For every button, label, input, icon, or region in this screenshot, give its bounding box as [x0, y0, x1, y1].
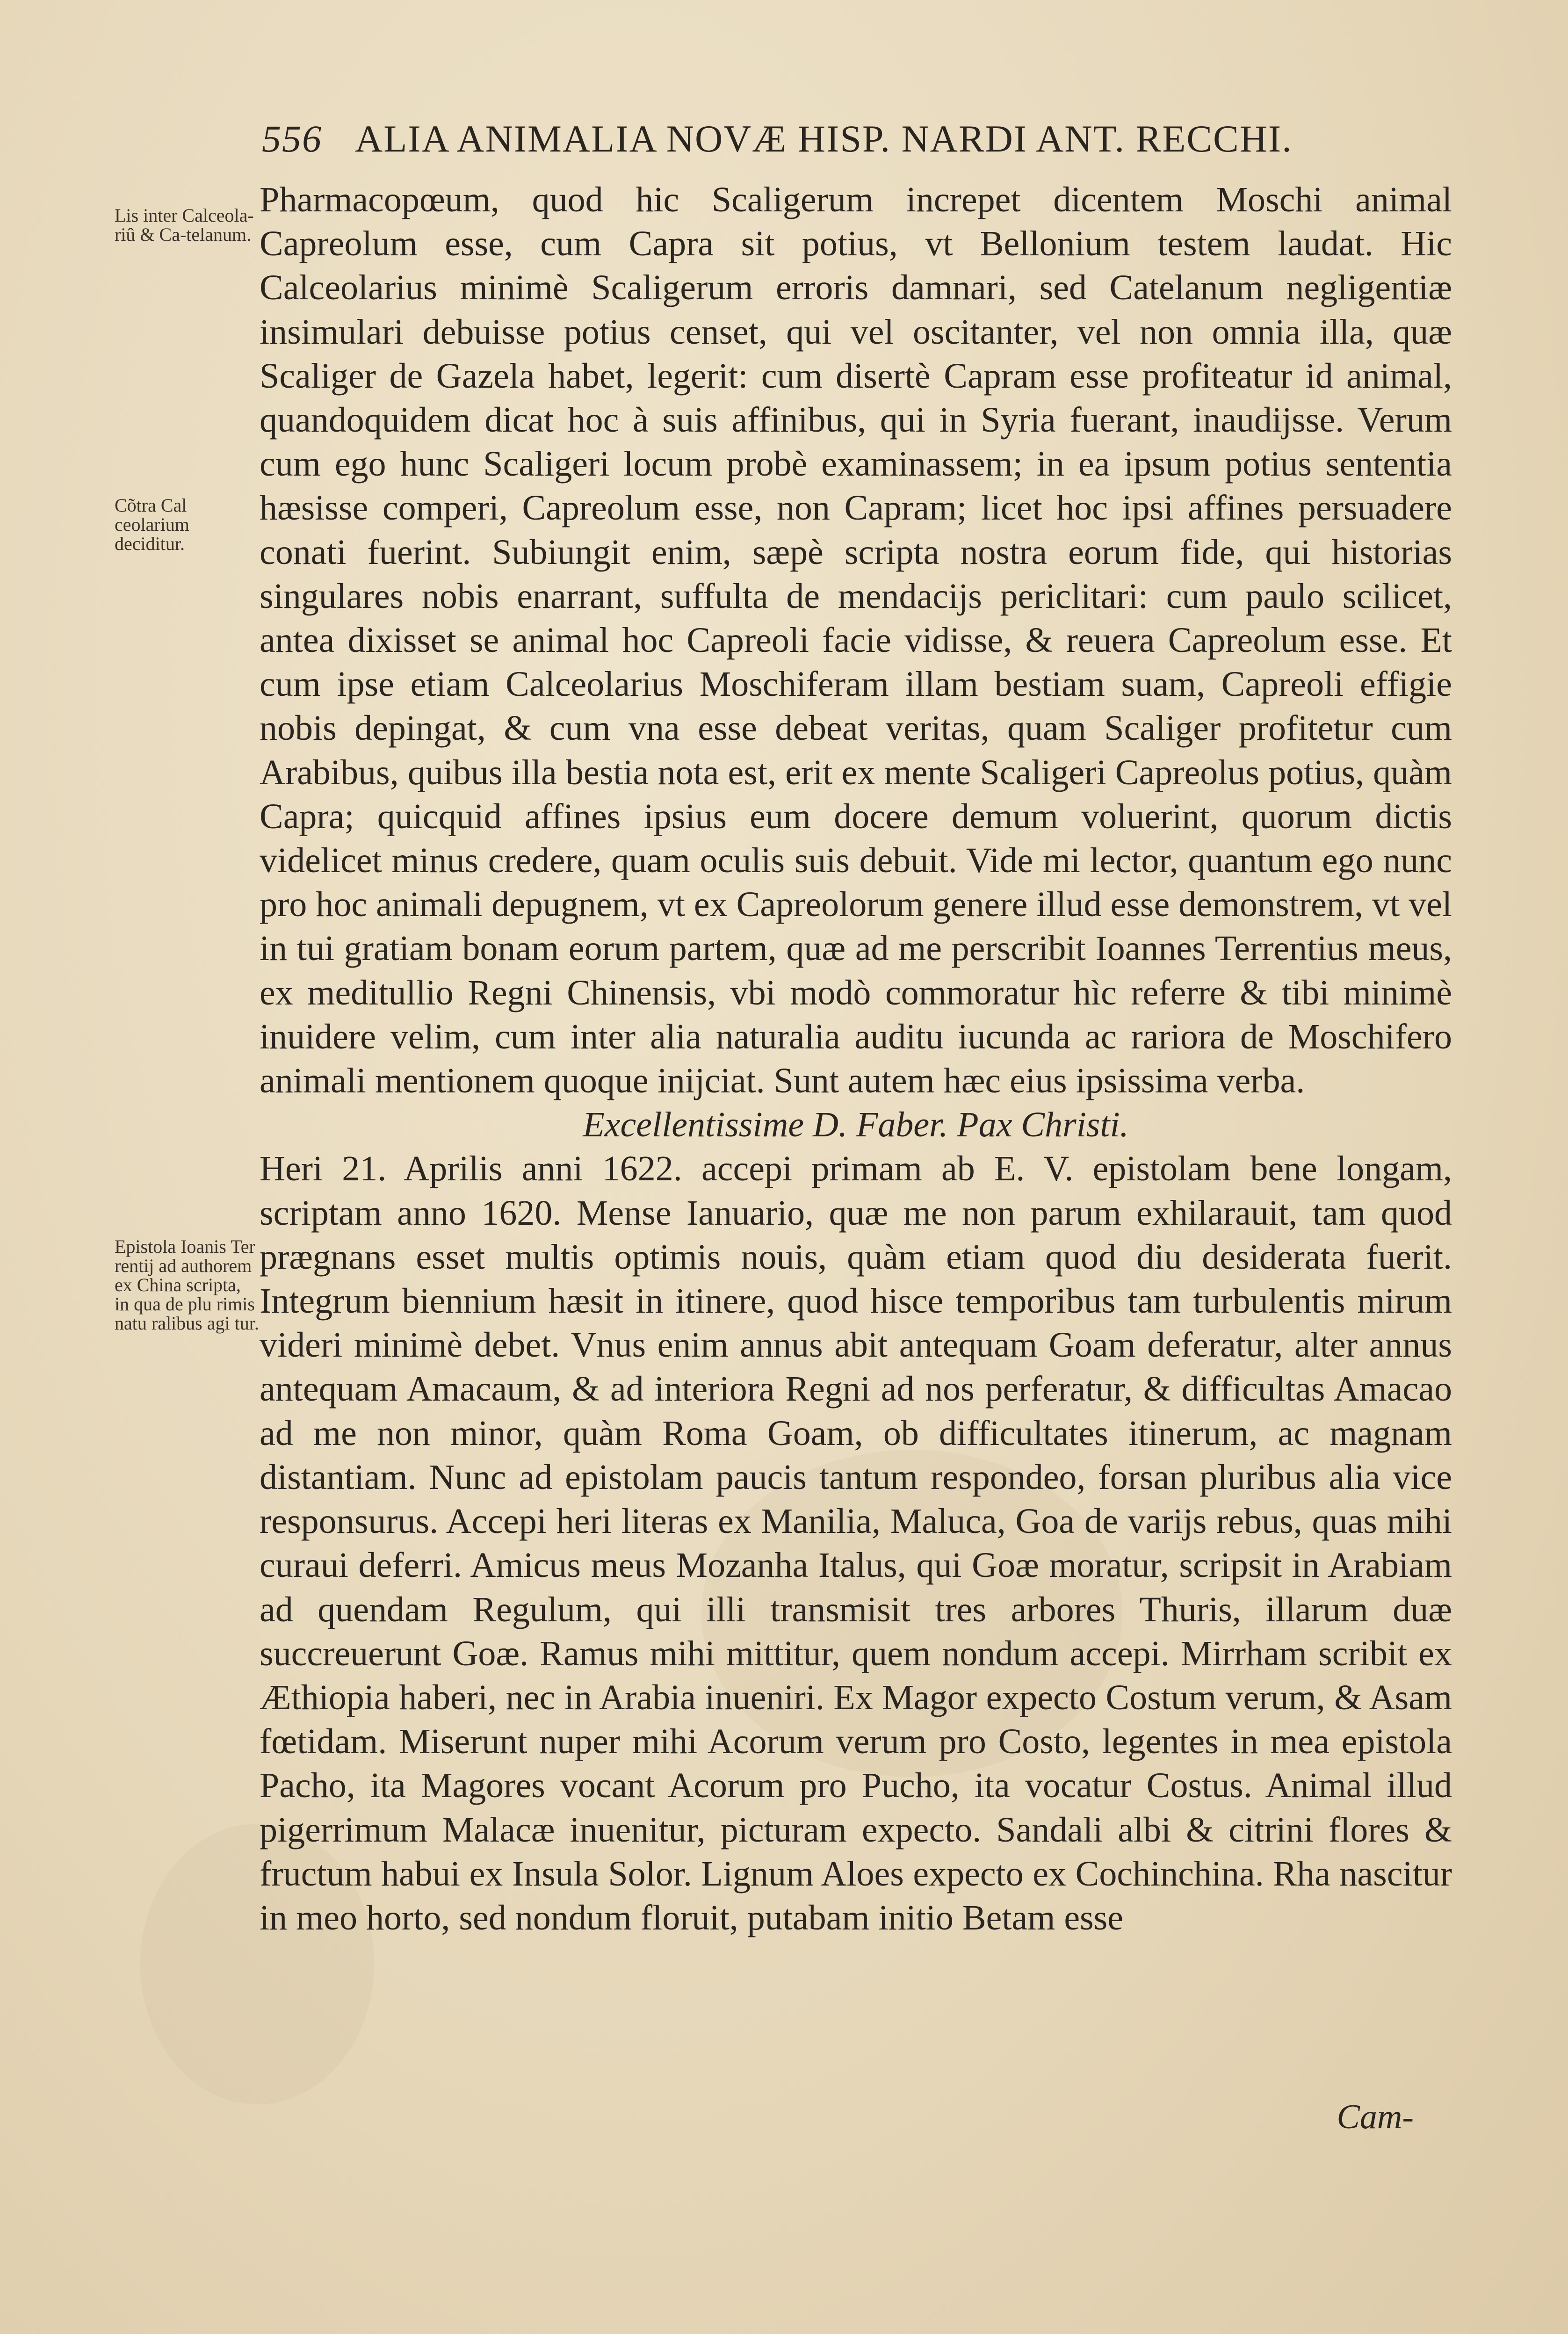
running-title: ALIA ANIMALIA NOVÆ HISP. NARDI ANT. RECCHI. — [355, 117, 1293, 160]
paragraph-1: Pharmacopœum, quod hic Scaligerum increpet dicentem Moschi animal Capreolum esse, cum Capra sit potius, vt Bellonium testem laudat. Hic Calceolarius minimè Scaligerum erroris damnari, sed Catelanum negligentiæ insimulari debuisse potius censet, qui vel oscitanter, vel non omnia illa, quæ Scaliger de Gazela habet, legerit: cum disertè Capram esse profiteatur id animal, quandoquidem dicat hoc à suis affinibus, qui in Syria fuerant, inaudijsse. Verum cum ego hunc Scaligeri locum probè examinassem; in ea ipsum potius sententia hæsisse comperi, Capreolum esse, non Capram; licet hoc ipsi affines persuadere conati fuerint. Subiungit enim, sæpè scripta nostra eorum fide, qui historias singulares nobis enarrant, suffulta de mendacijs periclitari: cum paulo scilicet, antea dixisset se animal hoc Capreoli facie vidisse, & reuera Capreolum esse. Et cum ipse etiam Calceolarius Moschiferam illam bestiam suam, Capreoli effigie nobis depingat, & cum vna esse debeat veritas, quam Scaliger profitetur cum Arabibus, quibus illa bestia nota est, erit ex mente Scaligeri Capreolus potius, quàm Capra; quicquid affines ipsius eum docere demum voluerint, quorum dictis videlicet minus credere, quam oculis suis debuit. Vide mi lector, quantum ego nunc pro hoc animali depugnem, vt ex Capreolorum genere illud esse demonstrem, vt vel in tui gratiam bonam eorum partem, quæ ad me perscribit Ioannes Terrentius meus, ex meditullio Regni Chinensis, vbi modò commoratur hìc referre & tibi minimè inuidere velim, cum inter alia naturalia auditu iucunda ac rariora de Moschifero animali mentionem quoque inijciat. Sunt autem hæc eius ipsissima verba. — [260, 180, 1452, 1101]
margin-note-3: Epistola Ioanis Ter rentij ad authorem ex China scripta, in qua de plu rimis natu ralibus agi tur. — [115, 1236, 259, 1334]
catchword: Cam- — [1337, 2098, 1414, 2136]
margin-note-2: Cõtra Cal ceolarium deciditur. — [115, 495, 189, 554]
margin-note-1: Lis inter Calceola-riû & Ca-telanum. — [115, 205, 254, 245]
paragraph-2: Heri 21. Aprilis anni 1622. accepi primam ab E. V. epistolam bene longam, scriptam anno 1620. Mense Ianuario, quæ me non parum exhilarauit, tam quod prægnans esset multis optimis nouis, quàm etiam quod diu desiderata fuerit. Integrum biennium hæsit in itinere, quod hisce temporibus tam turbulentis mirum videri minimè debet. Vnus enim annus abit antequam Goam deferatur, alter annus antequam Amacaum, & ad interiora Regni ad nos perferatur, & difficultas Amacao ad me non minor, quàm Roma Goam, ob difficultates itinerum, ac magnam distantiam. Nunc ad epistolam paucis tantum respondeo, forsan pluribus alia vice responsurus. Accepi heri literas ex Manilia, Maluca, Goa de varijs rebus, quas mihi curaui deferri. Amicus meus Mozanha Italus, qui Goæ moratur, scripsit in Arabiam ad quendam Regulum, qui illi transmisit tres arbores Thuris, illarum duæ succreuerunt Goæ. Ramus mihi mittitur, quem nondum accepi. Mirrham scribit ex Æthiopia haberi, nec in Arabia inueniri. Ex Magor expecto Costum verum, & Asam fœtidam. Miserunt nuper mihi Acorum verum pro Costo, legentes in mea epistola Pacho, ita Magores vocant Acorum pro Pucho, ita vocatur Costus. Animal illud pigerrimum Malacæ inuenitur, picturam expecto. Sandali albi & citrini flores & fructum habui ex Insula Solor. Lignum Aloes expecto ex Cochinchina. Rha nascitur in meo horto, sed nondum floruit, putabam initio Betam esse — [260, 1149, 1452, 1937]
main-text — [260, 178, 1452, 1940]
page-number: 556 — [262, 117, 322, 160]
running-header — [262, 117, 1459, 161]
letter-salutation: Excellentissime D. Faber. Pax Christi. — [583, 1105, 1129, 1145]
